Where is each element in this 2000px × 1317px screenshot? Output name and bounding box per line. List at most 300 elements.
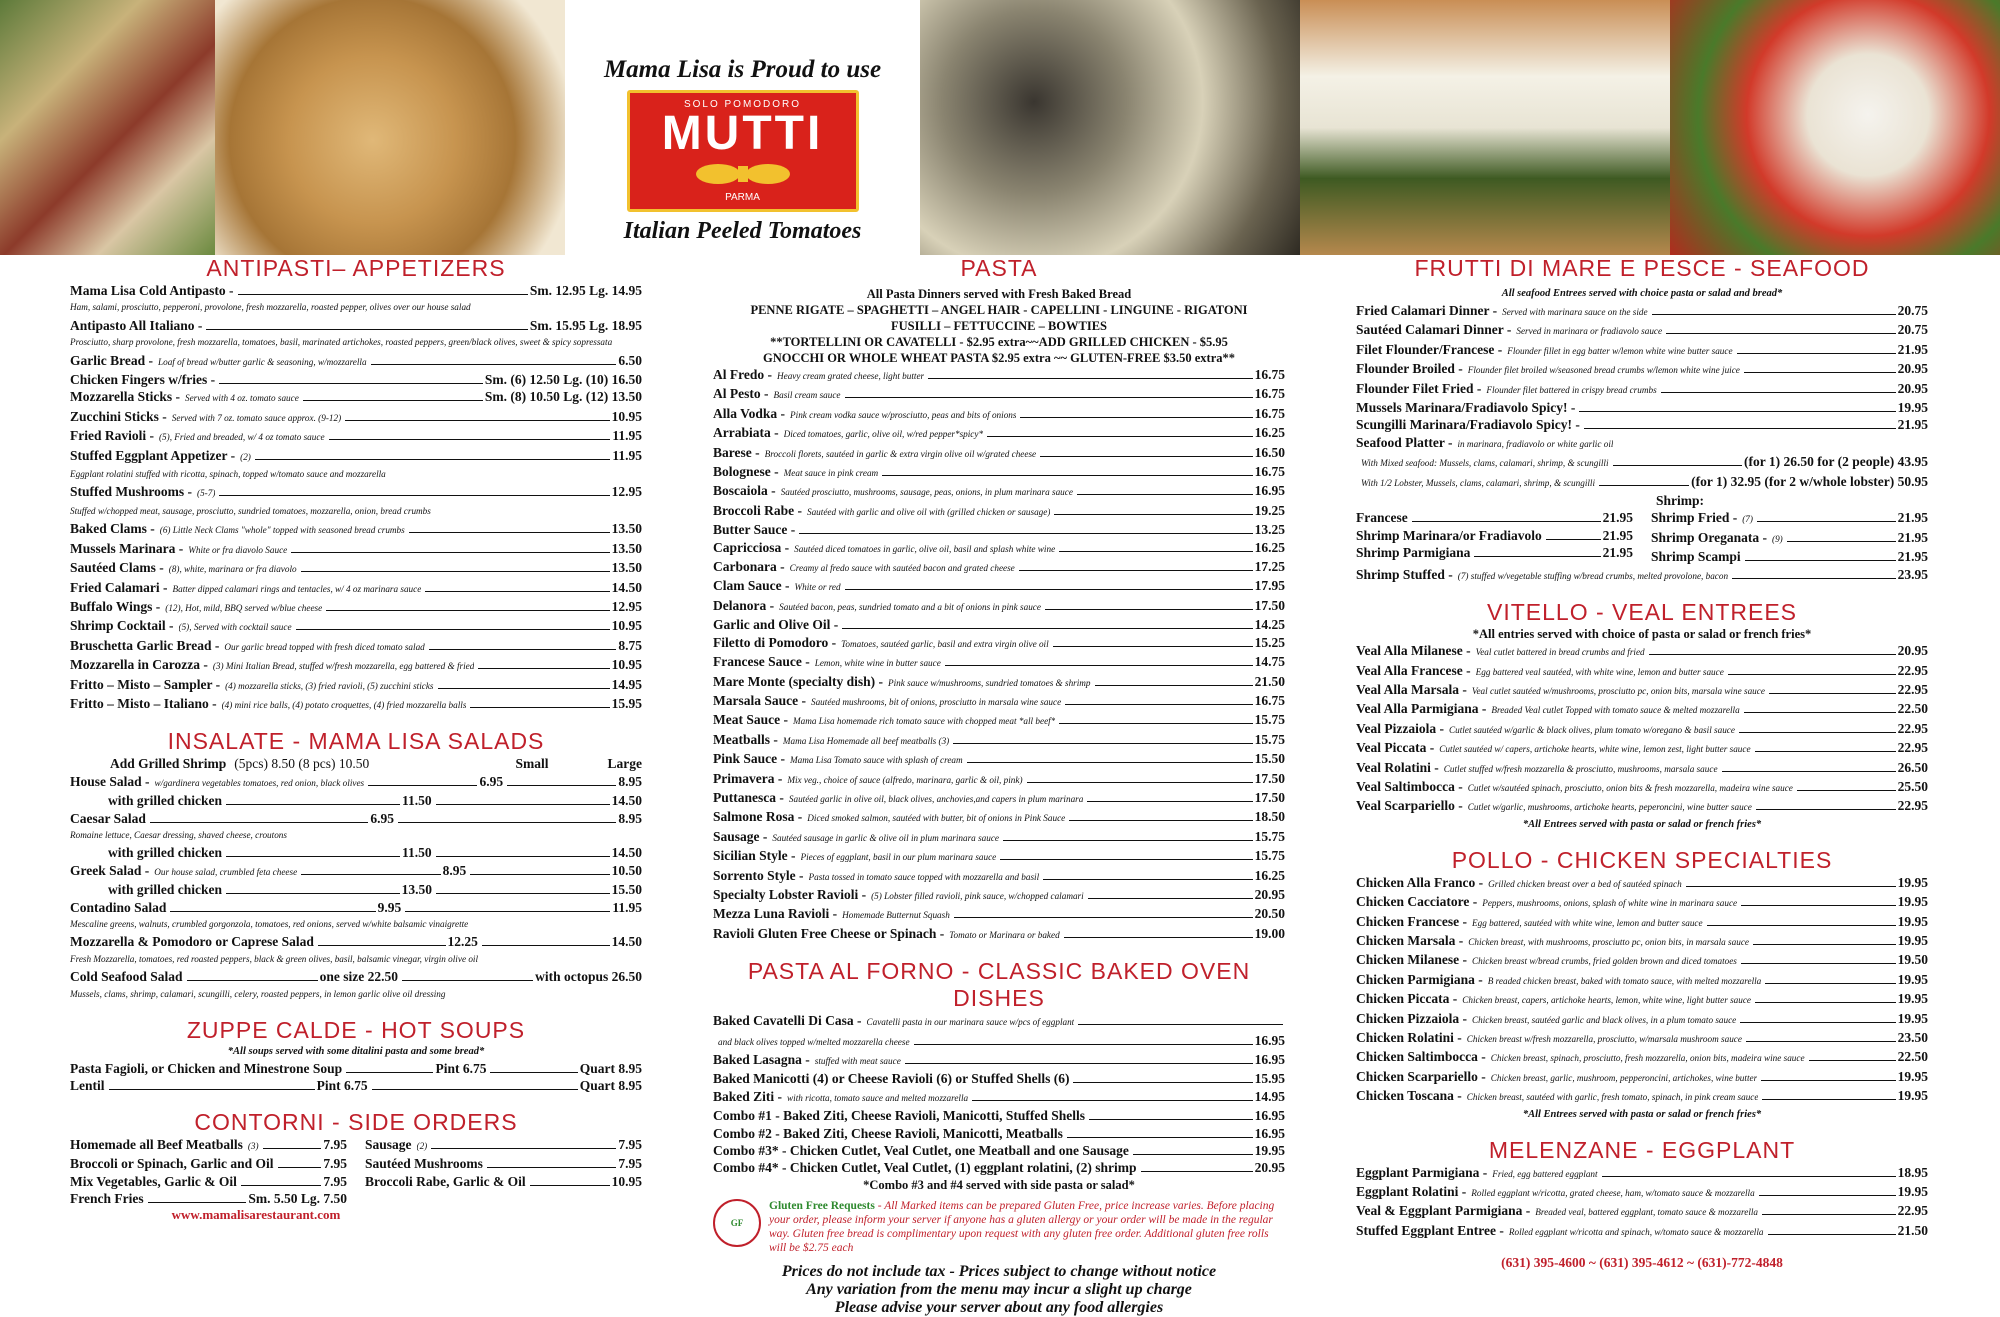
item-name: Chicken Milanese - — [1356, 952, 1467, 968]
pasta-item — [713, 444, 1285, 463]
item-desc: Breaded veal, battered eggplant, tomato sauce & mozzarella — [1535, 1207, 1759, 1218]
item-note: Stuffed w/chopped meat, sausage, prosciutto, sundried tomatoes, mozzarella, onion, bread crumbs — [70, 505, 431, 516]
shrimp-item — [1651, 529, 1928, 548]
leader-line — [170, 911, 375, 912]
leader-line — [398, 822, 616, 823]
leader-line — [1755, 751, 1896, 752]
veal-item — [1356, 759, 1928, 778]
shrimp-grid — [1356, 509, 1928, 565]
item-price: 19.25 — [1254, 502, 1285, 518]
antipasto-item — [70, 695, 642, 714]
item-name: Clam Sauce - — [713, 578, 790, 594]
leader-line — [1088, 898, 1253, 899]
leader-line — [1686, 886, 1896, 887]
item-desc: (2) — [240, 451, 251, 462]
leader-line — [1759, 1195, 1896, 1196]
leader-line — [1059, 723, 1252, 724]
leader-line — [928, 378, 1253, 379]
leader-line — [431, 1148, 616, 1149]
salad-item — [70, 844, 642, 861]
seafood-list — [1356, 302, 1928, 434]
item-price: 20.95 — [1897, 361, 1928, 377]
item-price: Sm. 15.95 Lg. 18.95 — [529, 317, 642, 333]
leader-line — [187, 980, 318, 981]
item-desc: Served in marinara or fradiavolo sauce — [1516, 326, 1663, 337]
leader-line — [219, 383, 483, 384]
large-price: 14.50 — [611, 793, 643, 809]
item-desc: Mama Lisa homemade rich tomato sauce with chopped meat *all beef* — [792, 716, 1056, 727]
item-desc: Sautéed with garlic and olive oil with (grilled chicken or sausage) — [806, 506, 1051, 517]
side-item — [365, 1173, 642, 1190]
veal-item — [1356, 700, 1928, 719]
item-price: 16.95 — [1254, 1125, 1285, 1141]
item-desc: (12), Hot, mild, BBQ served w/blue cheese — [165, 602, 323, 613]
item-name: Delanora - — [713, 597, 775, 613]
sides-left — [70, 1136, 347, 1208]
leader-line — [148, 1202, 247, 1203]
item-price: 19.95 — [1897, 971, 1928, 987]
item-name: Shrimp Parmigiana — [1356, 545, 1471, 561]
item-desc: Sautéed garlic in olive oil, black olives, anchovies,and capers in plum marinara — [788, 793, 1084, 804]
item-name: Baked Ziti - — [713, 1088, 783, 1104]
leader-line — [1067, 1137, 1253, 1138]
chicken-list — [1356, 874, 1928, 1107]
item-price: 12.95 — [611, 484, 642, 500]
leader-line — [1768, 1234, 1896, 1235]
item-desc: Sautéed bacon, peas, sundried tomato and a bit of onions in pink sauce — [779, 601, 1041, 612]
item-price: 15.75 — [1254, 828, 1285, 844]
item-price: 15.75 — [1254, 731, 1285, 747]
item-desc: (5), Served with cocktail sauce — [178, 622, 292, 633]
item-price: 21.50 — [1897, 1222, 1928, 1238]
item-name: Scungilli Marinara/Fradiavolo Spicy! - — [1356, 417, 1580, 433]
item-name: Specialty Lobster Ravioli - — [713, 886, 867, 902]
gf-seal-text: GF — [730, 1217, 744, 1228]
veal-item — [1356, 797, 1928, 816]
calamari-photo — [215, 0, 565, 255]
salads-title: INSALATE - MAMA LISA SALADS — [167, 728, 545, 755]
leader-line — [1722, 771, 1896, 772]
leader-line — [1797, 790, 1896, 791]
item-price: 17.50 — [1254, 597, 1285, 613]
item-desc: Served with 7 oz. tomato sauce approx. (9-12) — [171, 412, 342, 423]
item-price: 22.95 — [1897, 798, 1928, 814]
pasta-item — [713, 577, 1285, 596]
item-price: 16.75 — [1254, 464, 1285, 480]
item-desc: (3) — [247, 1140, 259, 1151]
item-price: 21.95 — [1602, 510, 1633, 526]
item-desc: (4) mini rice balls, (4) potato croquettes, (4) fried mozzarella balls — [221, 699, 467, 710]
large-price: 14.50 — [611, 934, 642, 950]
item-name: Fritto – Misto – Italiano - — [70, 695, 217, 711]
caprese-photo — [1670, 0, 2000, 255]
large-label: Large — [607, 756, 642, 772]
leader-line — [1737, 353, 1896, 354]
leader-line — [1019, 570, 1253, 571]
item-name: Chicken Saltimbocca - — [1356, 1049, 1486, 1065]
item-name: Zucchini Sticks - — [70, 408, 167, 424]
item-desc: Chicken breast, spinach, prosciutto, fresh mozzarella, onion bits, madeira wine sauce — [1490, 1053, 1805, 1064]
leader-line — [206, 329, 527, 330]
item-desc: Flounder fillet in egg batter w/lemon white wine butter sauce — [1507, 345, 1733, 356]
leader-line — [1078, 1024, 1283, 1025]
large-price: 10.50 — [611, 862, 642, 878]
item-price: 20.50 — [1254, 906, 1285, 922]
item-name: Broccoli Rabe - — [713, 502, 802, 518]
chicken-item — [1356, 1029, 1928, 1048]
item-price: 21.95 — [1602, 527, 1633, 543]
leader-line — [278, 1167, 322, 1168]
item-price: 21.95 — [1897, 417, 1928, 433]
leader-line — [530, 1185, 610, 1186]
pasta-intro-line: GNOCCHI OR WHOLE WHEAT PASTA $2.95 extra ~~ GLUTEN-FREE $3.50 extra** — [762, 351, 1236, 365]
item-name: Arrabiata - — [713, 425, 779, 441]
item-desc: Chicken breast, sautéed with garlic, fresh tomato, spinach, in pink cream sauce — [1466, 1092, 1759, 1103]
logo-parma-text: PARMA — [725, 192, 760, 203]
item-desc: stuffed with meat sauce — [814, 1056, 901, 1066]
shrimp-item — [1651, 509, 1928, 528]
item-name: Eggplant Rolatini - — [1356, 1184, 1467, 1200]
antipasto-item — [70, 656, 642, 675]
antipasto-item — [70, 388, 642, 407]
website-link[interactable]: www.mamalisarestaurant.com — [171, 1207, 341, 1223]
side-item — [365, 1155, 642, 1172]
item-price: 14.25 — [1254, 617, 1285, 633]
leader-line — [291, 552, 609, 553]
veal-item — [1356, 662, 1928, 681]
tomatoes-tagline: Italian Peeled Tomatoes — [623, 218, 862, 244]
item-note: and black olives topped w/melted mozzarella cheese — [718, 1036, 910, 1047]
item-desc: Veal cutlet sautéed w/mushrooms, prosciutto pc, onion bits, marsala wine sauce — [1471, 685, 1765, 696]
item-price: 19.95 — [1897, 400, 1928, 416]
item-name: Francese Sauce - — [713, 654, 810, 670]
baked-note-row — [713, 1032, 1285, 1051]
leader-line — [845, 397, 1253, 398]
pasta-item — [713, 482, 1285, 501]
small-price: 9.95 — [377, 899, 402, 915]
item-name: Broccoli or Spinach, Garlic and Oil — [70, 1156, 274, 1172]
item-price: 25.50 — [1897, 778, 1928, 794]
item-name: Mussels Marinara/Fradiavolo Spicy! - — [1356, 400, 1576, 416]
item-name: Sautéed Mushrooms — [365, 1156, 483, 1172]
item-price: 17.50 — [1254, 789, 1285, 805]
item-desc: Breaded Veal cutlet Topped with tomato sauce & melted mozzarella — [1491, 705, 1740, 716]
small-price: 6.95 — [479, 773, 504, 789]
item-name: Lentil — [70, 1078, 105, 1094]
leader-line — [1661, 392, 1896, 393]
item-price: 16.75 — [1254, 386, 1285, 402]
leader-line — [329, 439, 611, 440]
item-desc: B readed chicken breast, baked with tomato sauce, with melted mozzarella — [1487, 975, 1762, 986]
pasta-item — [713, 502, 1285, 521]
large-price: 11.95 — [612, 899, 642, 915]
item-price: 16.75 — [1254, 367, 1285, 382]
seafood-item — [1356, 399, 1928, 416]
item-price: 17.95 — [1254, 578, 1285, 594]
item-price: 20.95 — [1254, 886, 1285, 902]
item-desc: Diced tomatoes, garlic, olive oil, w/red pepper*spicy* — [783, 429, 984, 440]
leader-line — [1787, 541, 1896, 542]
item-name: Shrimp Oreganata - — [1651, 529, 1768, 545]
item-name: Fried Calamari - — [70, 579, 168, 595]
chicken-item — [1356, 971, 1928, 990]
leader-line — [372, 1089, 578, 1090]
seafood-item — [1356, 380, 1928, 399]
item-price: 16.50 — [1254, 444, 1285, 460]
shrimp-item — [1356, 544, 1633, 561]
item-name: Capricciosa - — [713, 539, 790, 555]
large-price: 8.95 — [618, 810, 643, 826]
item-name: Ravioli Gluten Free Cheese or Spinach - — [713, 925, 945, 941]
item-name: Stuffed Eggplant Appetizer - — [70, 447, 236, 463]
item-name: Bruschetta Garlic Bread - — [70, 637, 220, 653]
sides-title: CONTORNI - SIDE ORDERS — [194, 1108, 518, 1135]
pasta-item — [713, 634, 1285, 653]
veal-item — [1356, 720, 1928, 739]
item-price: 13.25 — [1254, 522, 1285, 538]
item-desc: Flounder filet broiled w/seasoned bread crumbs w/lemon white wine juice — [1467, 365, 1740, 376]
item-name: Filet Flounder/Francese - — [1356, 341, 1503, 357]
item-price: 8.75 — [618, 637, 642, 653]
item-note: Mussels, clams, shrimp, calamari, scungilli, celery, roasted peppers, in lemon garlic olive oil dressing — [70, 988, 446, 999]
item-name: Antipasto All Italiano - — [70, 317, 203, 333]
antipasto-item — [70, 427, 642, 446]
item-price: 15.75 — [1254, 712, 1285, 728]
disclaimer — [713, 1263, 1285, 1317]
phone-numbers[interactable]: (631) 395-4600 ~ (631) 395-4612 ~ (631)-772-4848 — [1501, 1255, 1783, 1271]
eggplant-item — [1356, 1222, 1928, 1241]
item-name: Veal Scarpariello - — [1356, 798, 1463, 814]
salad-item — [70, 968, 642, 985]
item-name: Pink Sauce - — [713, 751, 786, 767]
item-price: 17.50 — [1254, 770, 1285, 786]
leader-line — [1756, 809, 1896, 810]
item-name: Baked Lasagna - — [713, 1052, 810, 1067]
eggplant-item — [1356, 1164, 1928, 1183]
item-desc: Loaf of bread w/butter garlic & seasoning, w/mozzarella — [157, 356, 367, 367]
pasta-item — [713, 673, 1285, 692]
leader-line — [1043, 879, 1253, 880]
leader-line — [296, 629, 610, 630]
leader-line — [438, 688, 610, 689]
leader-line — [1000, 859, 1252, 860]
item-desc: Mix veg., choice of sauce (alfredo, marinara, garlic & oil, pink) — [787, 774, 1023, 785]
clams-pasta-photo — [920, 0, 1300, 255]
small-price: 6.95 — [370, 810, 394, 826]
veal-title: VITELLO - VEAL ENTREES — [1486, 599, 1798, 626]
antipasto-item — [70, 559, 642, 578]
pasta-item — [713, 711, 1285, 730]
leader-line — [1027, 782, 1253, 783]
sides-grid — [70, 1136, 642, 1208]
chicken-item — [1356, 990, 1928, 1009]
item-name: Cold Seafood Salad — [70, 969, 183, 985]
item-price: 23.50 — [1897, 1030, 1928, 1045]
item-name: with grilled chicken — [108, 845, 222, 861]
item-desc: Sautéed diced tomatoes in garlic, olive oil, basil and splash white wine — [794, 543, 1056, 554]
pasta-item — [713, 731, 1285, 750]
item-price: 7.95 — [618, 1156, 642, 1172]
small-label: Small — [515, 756, 549, 772]
leader-line — [945, 665, 1253, 666]
item-price: 21.95 — [1897, 341, 1928, 357]
veal-item — [1356, 681, 1928, 700]
lions-icon — [683, 160, 803, 186]
antipasto-photo — [0, 0, 215, 255]
item-name: House Salad - — [70, 773, 150, 789]
shrimp-label: Shrimp: — [1656, 493, 1705, 509]
chicken-title: POLLO - CHICKEN SPECIALTIES — [1451, 846, 1833, 873]
leader-line — [953, 743, 1252, 744]
small-price: 8.95 — [442, 862, 467, 878]
antipasto-item — [70, 483, 642, 502]
pasta-item — [713, 867, 1285, 886]
chicken-footnote: *All Entrees served with pasta or salad or french fries* — [1522, 1108, 1762, 1120]
leader-line — [482, 945, 610, 946]
platter-row — [1356, 453, 1928, 472]
item-desc: Batter dipped calamari rings and tentacles, w/ 4 oz marinara sauce — [172, 583, 422, 594]
item-price: 23.95 — [1897, 566, 1928, 582]
leader-line — [1761, 1080, 1895, 1081]
item-desc: (4) mozzarella sticks, (3) fried ravioli, (5) zucchini sticks — [225, 680, 434, 691]
leader-line — [1744, 712, 1896, 713]
item-name: Caesar Salad — [70, 810, 146, 826]
side-item — [70, 1190, 347, 1207]
column-middle — [713, 255, 1285, 1317]
leader-line — [470, 874, 609, 875]
antipasto-item — [70, 598, 642, 617]
leader-line — [1054, 514, 1252, 515]
item-desc: Served with 4 oz. tomato sauce — [184, 393, 299, 404]
item-note: Prosciutto, sharp provolone, fresh mozzarella, tomatoes, basil, marinated artichokes, roasted peppers, green/black olives, sweet & spicy sopressata — [70, 337, 613, 348]
shrimp-left — [1356, 509, 1633, 565]
item-desc: Flounder filet battered in crispy bread crumbs — [1486, 384, 1657, 395]
leader-line — [436, 804, 610, 805]
item-name: Chicken Piccata - — [1356, 991, 1458, 1007]
item-name: Meatballs - — [713, 731, 778, 747]
item-name: Chicken Alla Franco - — [1356, 874, 1484, 890]
item-name: Veal Piccata - — [1356, 740, 1435, 756]
chicken-item — [1356, 1048, 1928, 1067]
item-name: Combo #3* - Chicken Cutlet, Veal Cutlet, one Meatball and one Sausage — [713, 1143, 1129, 1159]
chicken-item — [1356, 913, 1928, 932]
baked-item — [713, 1070, 1285, 1087]
shrimp-item — [1651, 548, 1928, 565]
leader-line — [1765, 983, 1895, 984]
leader-line — [1728, 674, 1896, 675]
leader-line — [1762, 1099, 1895, 1100]
leader-line — [368, 785, 477, 786]
item-name: Sautéed Calamari Dinner - — [1356, 322, 1512, 338]
baked-item — [713, 1159, 1285, 1176]
antipasto-item — [70, 637, 642, 656]
item-desc: (5-7) — [197, 488, 216, 499]
leader-line — [507, 785, 616, 786]
item-desc: With 1/2 Lobster, Mussels, clams, calamari, shrimp, & scungilli — [1361, 477, 1596, 488]
leader-line — [470, 707, 609, 708]
veal-item — [1356, 739, 1928, 758]
item-desc: Our garlic bread topped with fresh diced tomato salad — [224, 641, 425, 652]
item-name: Chicken Fingers w/fries - — [70, 372, 216, 388]
antipasto-item — [70, 447, 642, 466]
pasta-item — [713, 521, 1285, 538]
item-price: 7.95 — [618, 1136, 642, 1152]
antipasto-item — [70, 676, 642, 695]
seafood-platter — [1356, 434, 1928, 453]
item-desc: Chicken breast, with mushrooms, prosciutto pc, onion bits, in marsala sauce — [1468, 936, 1749, 947]
seafood-item — [1356, 302, 1928, 321]
item-name: Primavera - — [713, 770, 783, 786]
pasta-item — [713, 558, 1285, 577]
leader-line — [226, 893, 400, 894]
item-desc: Our house salad, crumbled feta cheese — [154, 866, 298, 877]
leader-line — [303, 400, 483, 401]
baked-item — [713, 1142, 1285, 1159]
large-price: 14.50 — [611, 845, 643, 861]
veal-item — [1356, 778, 1928, 797]
pasta-title: PASTA — [960, 255, 1038, 281]
item-name: Greek Salad - — [70, 862, 150, 878]
item-desc: (8), white, marinara or fra diavolo — [168, 564, 297, 575]
leader-line — [1087, 801, 1252, 802]
item-price: 22.50 — [1897, 1049, 1928, 1065]
item-name: Broccoli Rabe, Garlic & Oil — [365, 1173, 526, 1189]
item-desc: Veal cutlet battered in bread crumbs and fried — [1475, 647, 1645, 658]
leader-line — [263, 1148, 322, 1149]
leader-line — [972, 1100, 1253, 1101]
leader-line — [241, 1185, 322, 1186]
item-price: 21.95 — [1897, 510, 1928, 526]
item-name: Mozzarella in Carozza - — [70, 657, 208, 673]
leader-line — [1065, 704, 1252, 705]
item-price: 7.95 — [323, 1156, 347, 1172]
baked-list — [713, 1012, 1285, 1177]
item-desc: Fried, egg battered eggplant — [1492, 1168, 1598, 1179]
pasta-item — [713, 828, 1285, 847]
item-name: Baked Manicotti (4) or Cheese Ravioli (6) or Stuffed Shells (6) — [713, 1071, 1070, 1087]
item-price: 16.95 — [1254, 483, 1285, 499]
item-name: Boscaiola - — [713, 483, 776, 499]
pint-price: Pint 6.75 — [316, 1078, 368, 1094]
side-item — [70, 1155, 347, 1172]
item-price: Sm. (8) 10.50 Lg. (12) 13.50 — [484, 389, 642, 405]
leader-line — [1053, 646, 1253, 647]
item-name: Veal Alla Marsala - — [1356, 681, 1467, 697]
leader-line — [1020, 417, 1252, 418]
proud-tagline: Mama Lisa is Proud to use — [603, 56, 882, 83]
item-price: 22.95 — [1897, 1203, 1928, 1219]
disclaimer-line: Please advise your server about any food allergies — [834, 1298, 1164, 1316]
veal-subtitle: *All entries served with choice of pasta or salad or french fries* — [1472, 627, 1812, 642]
pasta-item — [713, 424, 1285, 443]
item-desc: Egg battered veal sautéed, with white wine, lemon and butter sauce — [1475, 666, 1724, 677]
soup-item — [70, 1060, 642, 1077]
chicken-item — [1356, 1087, 1928, 1106]
item-desc: Basil cream sauce — [773, 390, 841, 401]
pasta-item — [713, 405, 1285, 424]
leader-line — [150, 822, 368, 823]
leader-line — [1741, 963, 1896, 964]
item-name: with grilled chicken — [108, 793, 222, 809]
item-desc: Egg battered, sautéed with white wine, lemon and butter sauce — [1471, 917, 1703, 928]
item-desc: Pink cream vodka sauce w/prosciutto, peas and bits of onions — [790, 409, 1017, 420]
gluten-free-body: - All Marked items can be prepared Gluten Free, price increase varies. Before placing your order, please inform your server if anyone has a gluten allergy or your order will be made in the regular way. Gluten free bread is complimentary upon request with any gluten free order. Additional gluten free rolls will be $2.75 each — [769, 1199, 1275, 1254]
item-price: 20.95 — [1254, 1160, 1285, 1176]
leader-line — [436, 856, 610, 857]
item-name: Bolognese - — [713, 464, 779, 480]
item-name: Chicken Parmigiana - — [1356, 971, 1483, 987]
item-price: 19.95 — [1897, 1010, 1928, 1026]
